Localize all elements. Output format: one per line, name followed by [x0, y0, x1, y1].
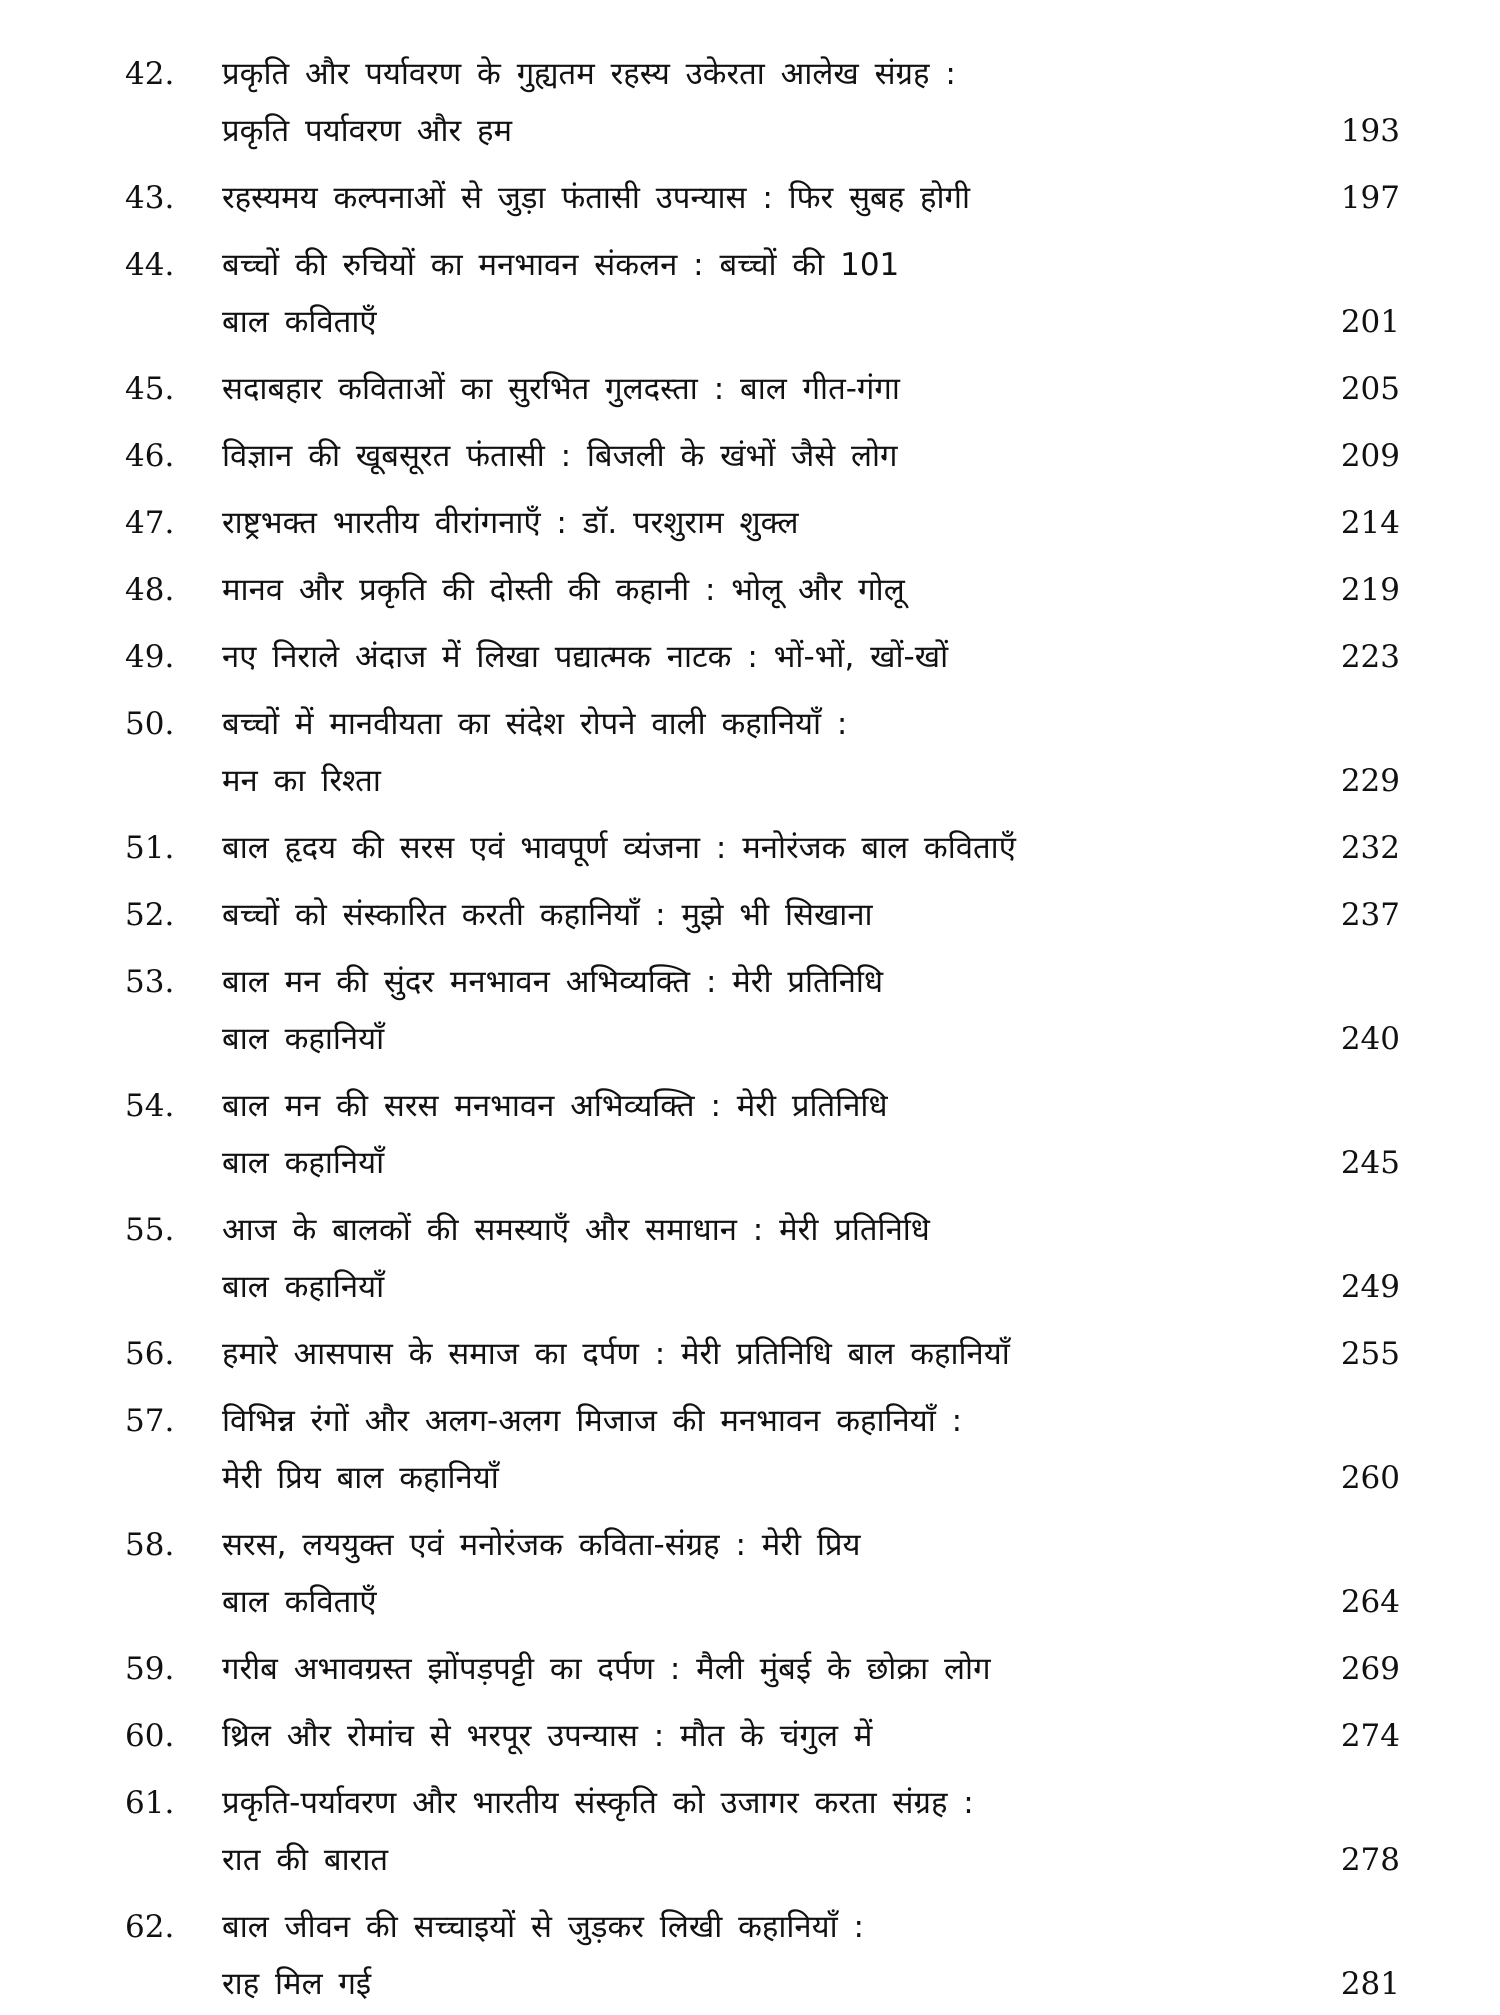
entry-title-line-1: मानव और प्रकृति की दोस्ती की कहानी : भोलू और गोलू [222, 572, 905, 608]
entry-number: 53. [125, 964, 175, 1000]
entry-title-line-1: बच्चों में मानवीयता का संदेश रोपने वाली कहानियाँ : [222, 706, 848, 742]
entry-title-line-2: बाल कहानियाँ [222, 1269, 385, 1305]
entry-page-number: 245 [1340, 1145, 1400, 1181]
entry-title-line-2: बाल कहानियाँ [222, 1145, 385, 1181]
entry-page-number: 201 [1340, 304, 1400, 340]
entry-title-line-2: बाल कविताएँ [222, 304, 377, 340]
entry-page-number: 249 [1340, 1269, 1400, 1305]
toc-entry [0, 1509, 1500, 1633]
toc-entry [0, 162, 1500, 229]
entry-number: 49. [125, 639, 175, 675]
entry-title [222, 562, 1302, 619]
toc-entry [0, 1070, 1500, 1194]
entry-title-line-1: राष्ट्रभक्त भारतीय वीरांगनाएँ : डॉ. परशुराम शुक्ल [222, 505, 799, 541]
toc-entry [0, 1891, 1500, 2015]
entry-title-line-1: विज्ञान की खूबसूरत फंतासी : बिजली के खंभों जैसे लोग [222, 438, 898, 474]
toc-entry [0, 812, 1500, 879]
toc-entry [0, 487, 1500, 554]
entry-number: 57. [125, 1403, 175, 1439]
entry-title [222, 495, 1302, 552]
entry-number: 58. [125, 1527, 175, 1563]
entry-page-number: 278 [1340, 1842, 1400, 1878]
entry-page-number: 232 [1340, 830, 1400, 866]
entry-title-line-1: रहस्यमय कल्पनाओं से जुड़ा फंतासी उपन्यास : फिर सुबह होगी [222, 180, 971, 216]
entry-number: 42. [125, 56, 175, 92]
table-of-contents [0, 38, 1500, 2015]
entry-title-line-1: विभिन्न रंगों और अलग-अलग मिजाज की मनभावन कहानियाँ : [222, 1403, 963, 1439]
entry-title [222, 1641, 1302, 1698]
entry-title-line-1: आज के बालकों की समस्याएँ और समाधान : मेरी प्रतिनिधि [222, 1212, 930, 1248]
toc-entry [0, 621, 1500, 688]
entry-title-line-1: थ्रिल और रोमांच से भरपूर उपन्यास : मौत के चंगुल में [222, 1718, 873, 1754]
entry-number: 61. [125, 1785, 175, 1821]
entry-title-line-2: बाल कहानियाँ [222, 1021, 385, 1057]
entry-number: 56. [125, 1336, 175, 1372]
entry-title-line-1: प्रकृति और पर्यावरण के गुह्यतम रहस्य उकेरता आलेख संग्रह : [222, 56, 956, 92]
entry-page-number: 281 [1340, 1966, 1400, 2002]
entry-title [222, 1517, 1302, 1631]
entry-title-line-2: मेरी प्रिय बाल कहानियाँ [222, 1460, 499, 1496]
entry-page-number: 255 [1340, 1336, 1400, 1372]
entry-title-line-1: हमारे आसपास के समाज का दर्पण : मेरी प्रतिनिधि बाल कहानियाँ [222, 1336, 1010, 1372]
entry-title-line-1: सदाबहार कविताओं का सुरभित गुलदस्ता : बाल गीत-गंगा [222, 371, 900, 407]
entry-number: 59. [125, 1651, 175, 1687]
entry-title-line-2: मन का रिश्ता [222, 763, 381, 799]
entry-page-number: 223 [1340, 639, 1400, 675]
entry-title [222, 1708, 1302, 1765]
entry-title [222, 820, 1302, 877]
entry-title [222, 1899, 1302, 2013]
toc-entry [0, 1700, 1500, 1767]
entry-number: 45. [125, 371, 175, 407]
entry-page-number: 229 [1340, 763, 1400, 799]
entry-title-line-1: बाल जीवन की सच्चाइयों से जुड़कर लिखी कहानियाँ : [222, 1909, 864, 1945]
entry-number: 51. [125, 830, 175, 866]
entry-number: 55. [125, 1212, 175, 1248]
entry-title [222, 1393, 1302, 1507]
entry-page-number: 197 [1340, 180, 1400, 216]
entry-title-line-1: गरीब अभावग्रस्त झोंपड़पट्टी का दर्पण : मैली मुंबई के छोक्रा लोग [222, 1651, 991, 1687]
entry-number: 48. [125, 572, 175, 608]
toc-entry [0, 229, 1500, 353]
entry-title-line-1: बाल मन की सुंदर मनभावन अभिव्यक्ति : मेरी प्रतिनिधि [222, 964, 884, 1000]
entry-title [222, 1775, 1302, 1889]
entry-title-line-1: सरस, लययुक्त एवं मनोरंजक कविता-संग्रह : मेरी प्रिय [222, 1527, 861, 1563]
entry-title [222, 1202, 1302, 1316]
entry-title [222, 1078, 1302, 1192]
entry-title [222, 237, 1302, 351]
toc-entry [0, 420, 1500, 487]
entry-title [222, 428, 1302, 485]
toc-entry [0, 879, 1500, 946]
entry-page-number: 214 [1340, 505, 1400, 541]
entry-title [222, 46, 1302, 160]
entry-title-line-1: नए निराले अंदाज में लिखा पद्यात्मक नाटक : भों-भों, खों-खों [222, 639, 949, 675]
entry-page-number: 237 [1340, 897, 1400, 933]
toc-entry [0, 1767, 1500, 1891]
entry-page-number: 269 [1340, 1651, 1400, 1687]
toc-entry [0, 1318, 1500, 1385]
toc-entry [0, 554, 1500, 621]
entry-page-number: 274 [1340, 1718, 1400, 1754]
entry-title-line-1: प्रकृति-पर्यावरण और भारतीय संस्कृति को उजागर करता संग्रह : [222, 1785, 974, 1821]
entry-page-number: 209 [1340, 438, 1400, 474]
entry-title [222, 361, 1302, 418]
entry-title [222, 1326, 1302, 1383]
entry-title-line-2: राह मिल गई [222, 1966, 372, 2002]
entry-page-number: 205 [1340, 371, 1400, 407]
entry-number: 44. [125, 247, 175, 283]
toc-entry [0, 1385, 1500, 1509]
entry-number: 52. [125, 897, 175, 933]
entry-number: 46. [125, 438, 175, 474]
entry-title [222, 696, 1302, 810]
entry-page-number: 219 [1340, 572, 1400, 608]
entry-number: 50. [125, 706, 175, 742]
entry-title [222, 887, 1302, 944]
entry-page-number: 193 [1340, 113, 1400, 149]
entry-title-line-1: बाल मन की सरस मनभावन अभिव्यक्ति : मेरी प्रतिनिधि [222, 1088, 888, 1124]
entry-page-number: 240 [1340, 1021, 1400, 1057]
entry-title-line-1: बाल हृदय की सरस एवं भावपूर्ण व्यंजना : मनोरंजक बाल कविताएँ [222, 830, 1016, 866]
entry-title-line-1: बच्चों को संस्कारित करती कहानियाँ : मुझे भी सिखाना [222, 897, 873, 933]
toc-entry [0, 1633, 1500, 1700]
entry-title-line-2: रात की बारात [222, 1842, 389, 1878]
entry-title [222, 954, 1302, 1068]
toc-entry [0, 353, 1500, 420]
entry-title-line-2: प्रकृति पर्यावरण और हम [222, 113, 513, 149]
toc-entry [0, 1194, 1500, 1318]
entry-number: 62. [125, 1909, 175, 1945]
entry-page-number: 264 [1340, 1584, 1400, 1620]
entry-page-number: 260 [1340, 1460, 1400, 1496]
entry-number: 60. [125, 1718, 175, 1754]
entry-number: 43. [125, 180, 175, 216]
entry-title-line-2: बाल कविताएँ [222, 1584, 377, 1620]
entry-title [222, 629, 1302, 686]
entry-number: 47. [125, 505, 175, 541]
entry-number: 54. [125, 1088, 175, 1124]
entry-title-line-1: बच्चों की रुचियों का मनभावन संकलन : बच्चों की 101 [222, 247, 900, 283]
toc-entry [0, 946, 1500, 1070]
toc-entry [0, 688, 1500, 812]
toc-entry [0, 38, 1500, 162]
entry-title [222, 170, 1302, 227]
